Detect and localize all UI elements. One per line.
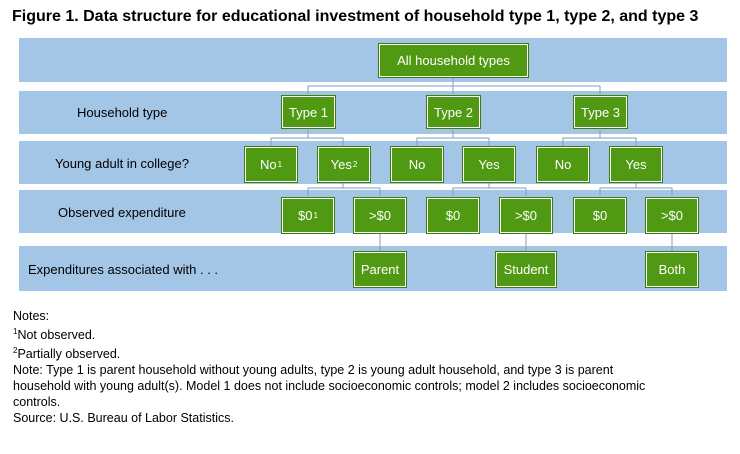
node-type3-yes: Yes — [610, 147, 662, 182]
node-type1-no: No 1 — [245, 147, 297, 182]
note-2: $^2$Partially observed. — [13, 346, 121, 362]
node-type-3: Type 3 — [574, 96, 627, 128]
node-type1-zero: $0 1 — [282, 198, 334, 233]
source-note: Source: U.S. Bureau of Labor Statistics. — [13, 411, 234, 426]
node-type2-no: No — [391, 147, 443, 182]
node-type2-positive: >$0 — [500, 198, 552, 233]
node-student: Student — [496, 252, 556, 287]
notes-heading: Notes: — [13, 309, 50, 323]
node-type-2: Type 2 — [427, 96, 480, 128]
node-parent: Parent — [354, 252, 406, 287]
node-all-household-types: All household types — [379, 44, 528, 77]
row-label-household-type: Household type — [77, 105, 168, 120]
node-type2-yes: Yes — [463, 147, 515, 182]
node-type-1: Type 1 — [282, 96, 335, 128]
note-3: Note: Type 1 is parent household without young adults, type 2 is young adult household, and type 3 is parent household with young adult(s). Model 1 does not include socioeconomic controls; model 2 includes socioeconomic controls. — [13, 363, 646, 410]
figure-title: Figure 1. Data structure for educational investment of household type 1, type 2, and type 3 — [12, 8, 699, 25]
node-type3-positive: >$0 — [646, 198, 698, 233]
notes-section — [13, 308, 733, 426]
node-both: Both — [646, 252, 698, 287]
node-type2-zero: $0 — [427, 198, 479, 233]
node-type1-positive: >$0 — [354, 198, 406, 233]
row-label-young-adult: Young adult in college? — [55, 156, 189, 171]
node-type3-no: No — [537, 147, 589, 182]
row-label-associated: Expenditures associated with . . . — [28, 262, 219, 277]
note-1: $^1$Not observed. — [13, 327, 96, 343]
node-type3-zero: $0 — [574, 198, 626, 233]
band-root — [19, 38, 727, 82]
node-type1-yes: Yes 2 — [318, 147, 370, 182]
row-label-observed: Observed expenditure — [58, 205, 186, 220]
